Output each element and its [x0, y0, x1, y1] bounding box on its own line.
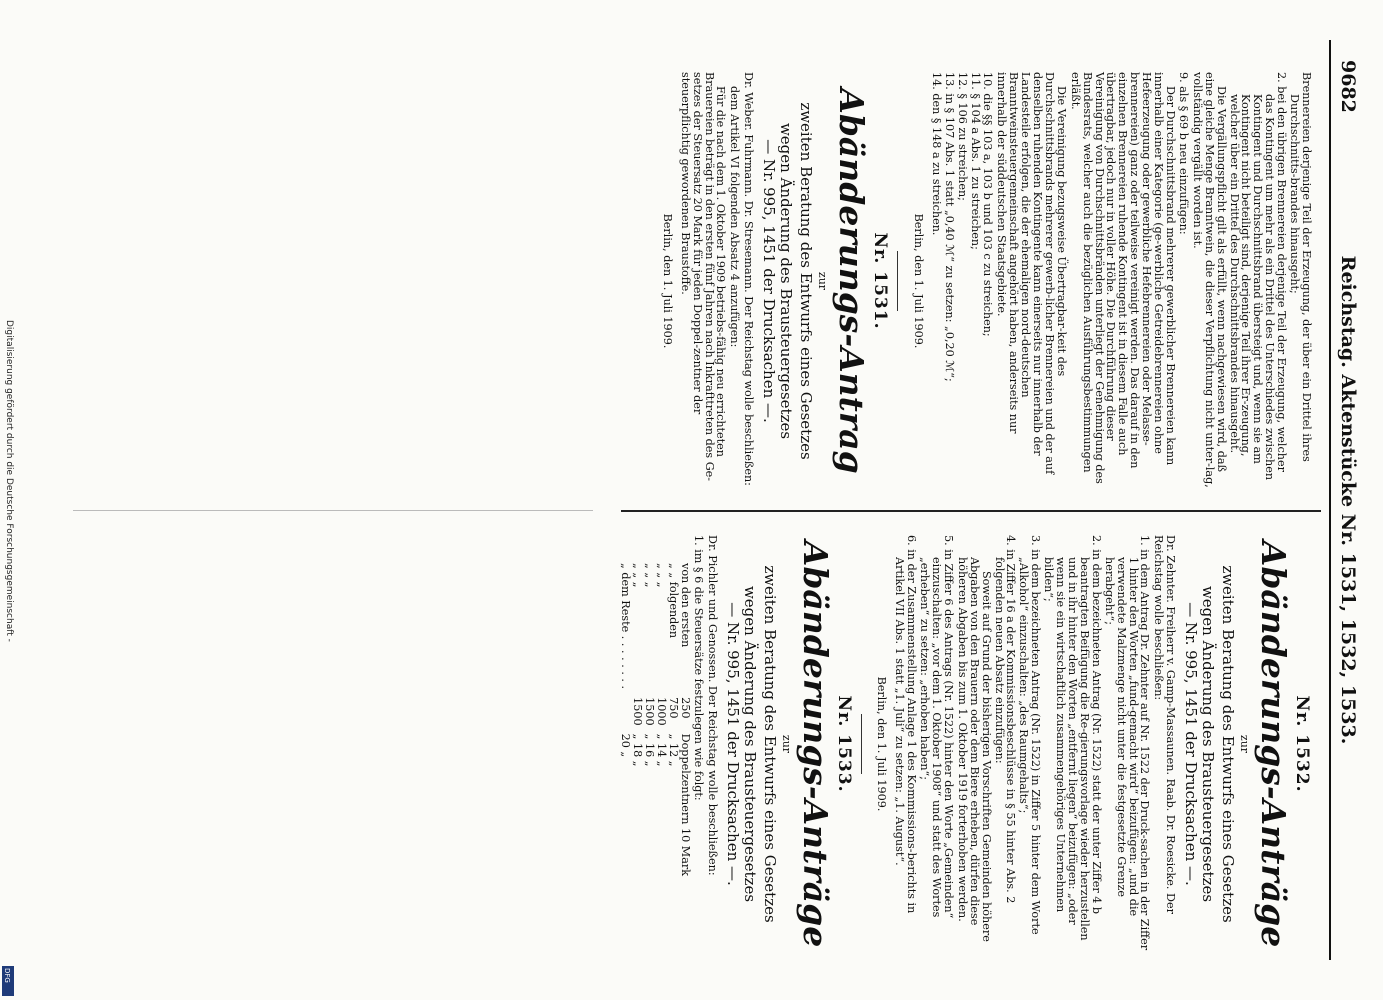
- page-header: [1329, 40, 1365, 960]
- digitization-credit: [2, 320, 16, 1000]
- paragraph: Brennereien derjenige Teil der Erzeugung, der über ein Drittel ihres Durchschnitts-brandes hinausgeht;: [1288, 72, 1313, 462]
- subtitle-line: wegen Änderung des Brausteuergesetzes: [777, 122, 796, 440]
- paragraph: Soweit auf Grund der bisherigen Vorschriften Gemeinden höhere Abgaben von den Brauern oder dem Biere erheben, dürfen diese höheren Abgaben bis zum 1. Oktober 1919 forterhoben werden.: [955, 557, 993, 942]
- list-item: 1. im § 6 die Steuersätze festzulegen wie folgt:: [691, 535, 705, 801]
- list-item: 11. § 104 a Abs. 1 zu streichen;: [968, 72, 982, 250]
- list-item: 2. in dem bezeichneten Antrag (Nr. 1522) statt der unter Ziffer 4 b beantragten Beifügung die Re-gierungsvorlage wieder herzustellen und in ihr hinter den Worten „entfernt liegen“ beizufügen: „oder wenn sie ein wirtschaftlich zusammengehöriges Unternehmen bilden“;: [1042, 535, 1103, 941]
- table-cell: 250: [678, 697, 692, 719]
- table-row: [667, 559, 679, 880]
- table-cell: 1000: [654, 697, 668, 726]
- paragraph: Für die nach dem 1. Oktober 1909 betriebs-fähig neu errichteten Brauereien beträgt in den ersten fünf Jahren nach Inkrafttreten des Ge-setzes der Steuersatz 20 Mark für jeden Doppel-zentner der steuerpflichtig gewordenen Braustoffe.: [678, 72, 728, 482]
- table-cell: [619, 693, 631, 729]
- paragraph: dem Artikel VI folgenden Absatz 4 anzufügen:: [728, 86, 742, 348]
- table-cell: 1500: [642, 697, 656, 726]
- table-row: [631, 559, 643, 880]
- table-cell: „ „ folgenden: [666, 563, 680, 639]
- signers: Dr. Pichler und Genossen. Der Reichstag wolle beschließen:: [705, 535, 719, 876]
- header-title: Reichstag. Aktenstücke Nr. 1531, 1532, 1533.: [1337, 255, 1359, 745]
- paragraph: Der Durchschnittsbrand mehrerer gewerblicher Brennereien kann innerhalb einer Kategorie (ge-werbliche Getreidebrennereien ohne Hefeerzeugung oder gewerbliche Hefebrennereien oder Melasse-brennereien) ganz oder teilweise vereinigt werden. Das darauf in den einzelnen Brennereien ruhende Kontingent ist in diesem Falle auch übertragbar, jedoch nur in voller Höhe. Die Durchführung dieser Vereinigung von Durchschnittsbränden unterliegt der Genehmigung des Bundesrats, welcher auch die bezüglichen Ausführungsbestimmungen erläßt.: [1068, 72, 1178, 484]
- tax-rate-table: [619, 559, 691, 880]
- table-cell: „ dem Reste . . . . . . . .: [618, 563, 632, 690]
- paragraph: Die Vereinigung bezugsweise Übertragbar-keit des Durchschnittsbrands mehrerer gewerb-licher Brennereien und der auf denselben ruhenden Kontingente kann einerseits nur innerhalb der Landesteile erfolgen, die der ehemaligen nord-deutschen Branntweinsteuergemeinschaft angehört haben, anderseits nur innerhalb der süddeutschen Staatsgebiete.: [995, 72, 1068, 475]
- list-item: 1. in dem Antrag Dr. Zehnter auf Nr. 1522 der Druck-sachen in der Ziffer 1 hinter den Worten „fund-gemacht wird“ beizufügen: „und die verwendete Malzmenge nicht unter die festgesetzte Grenze herabgeht“;: [1102, 535, 1152, 951]
- item-9-title: 9. als § 69 b neu einzufügen:: [1176, 72, 1190, 235]
- document-reference: — Nr. 995, 1451 der Drucksachen —.: [760, 139, 779, 423]
- subtitle-line: zweiten Beratung des Entwurfs eines Gesetzes: [1219, 565, 1238, 923]
- table-cell: „ 14 „: [654, 733, 668, 767]
- table-cell: von den ersten: [678, 563, 692, 648]
- column-divider-lower: [73, 510, 593, 511]
- section-number: Nr. 1532.: [1292, 695, 1312, 793]
- table-cell: 20 „: [618, 733, 632, 758]
- paragraph: 2. bei den übrigen Brennereien derjenige Teil der Erzeugung, welcher das Kontingent um mehr als ein Drittel des Unterschiedes zwischen Kontingent und Durchschnittsbrand übersteigt und, wenn sie am Kontingent nicht beteiligt sind, derjenige Teil ihrer Er-zeugung, welcher über ein Drittel des Durchschnittsbrandes hinausgeht.: [1227, 72, 1289, 481]
- document-reference: — Nr. 995, 1451 der Drucksachen —.: [1182, 602, 1201, 886]
- list-item: 6. in der Zusammenstellung Anlage 1 des Kommissions-berichts in Artikel VII Abs. 1 statt „1. Juli“ zu setzen: „1. August“.: [893, 535, 919, 914]
- table-cell: „ 12 „: [666, 733, 680, 767]
- list-item: 4. in Ziffer 16 a der Kommissionsbeschlüsse in § 55 hinter Abs. 2 folgenden neuen Absatz einzufügen:: [992, 535, 1018, 904]
- subtitle-line: zweiten Beratung des Entwurfs eines Gesetzes: [760, 565, 779, 923]
- paragraph: Die Vergällungspflicht gilt als erfüllt, wenn nachgewiesen wird, daß eine gleiche Menge Branntwein, die dieser Verpflichtung nicht unter-lag, vollständig vergällt worden ist.: [1190, 72, 1228, 488]
- list-item: 10. die §§ 103 a, 103 b und 103 c zu streichen;: [981, 72, 995, 337]
- credit-text: Digitalisierung gefördert durch die Deutsche Forschungsgemeinschaft -: [4, 320, 14, 642]
- section-rule: [861, 714, 862, 774]
- right-column: [619, 535, 1313, 953]
- date-line: Berlin, den 1. Juli 1909.: [911, 213, 925, 349]
- subtitle-line: wegen Änderung des Brausteuergesetzes: [740, 585, 759, 903]
- page-number: 9682: [1337, 60, 1359, 113]
- table-cell: „ „ „: [630, 563, 644, 588]
- date-line: Berlin, den 1. Juli 1909.: [660, 213, 674, 349]
- table-cell: 1500: [630, 697, 644, 726]
- zur-label: zur: [779, 734, 793, 754]
- subtitle-line: zweiten Beratung des Entwurfs eines Gesetzes: [797, 102, 816, 460]
- section-title: Abänderungs-Anträge: [1254, 540, 1294, 948]
- table-cell: Doppelzentnern 10 Mark: [678, 733, 692, 877]
- table-cell: „ 18 „: [630, 733, 644, 767]
- section-title: Abänderungs-Antrag: [832, 88, 872, 474]
- section-title: Abänderungs-Anträge: [795, 540, 835, 948]
- signers: Dr. Weber. Fuhrmann. Dr. Stresemann. Der Reichstag wolle beschließen:: [742, 72, 756, 486]
- zur-label: zur: [1238, 734, 1252, 754]
- section-number: Nr. 1531.: [870, 232, 890, 330]
- column-divider: [621, 510, 1321, 512]
- document-reference: — Nr. 995, 1451 der Drucksachen —.: [723, 602, 742, 886]
- list-item: 14. den § 148 a zu streichen.: [929, 72, 943, 236]
- table-row: [643, 559, 655, 880]
- subtitle-line: wegen Änderung des Brausteuergesetzes: [1199, 585, 1218, 903]
- signers: Dr. Zehnter. Freiherr v. Gamp-Massaunen. Raab. Dr. Roesicke. Der Reichstag wolle beschließen:: [1152, 535, 1178, 914]
- dfg-logo-label: DFG: [3, 968, 11, 983]
- table-row: [679, 559, 691, 880]
- table-row: [655, 559, 667, 880]
- date-line: Berlin, den 1. Juli 1909.: [875, 676, 889, 812]
- list-item: 12. § 106 zu streichen;: [955, 72, 969, 201]
- table-cell: 750: [666, 697, 680, 719]
- table-cell: „ „ „: [654, 563, 668, 588]
- list-item: 3. in dem bezeichneten Antrag (Nr. 1522) in Ziffer 5 hinter dem Worte „Alkohol“ einzuschalten: „des Raumgehalts“;: [1017, 535, 1043, 935]
- table-cell: „ 16 „: [642, 733, 656, 767]
- list-item: 13. in § 107 Abs. 1 statt „0,40 ℳ“ zu setzen: „0,20 ℳ“;: [942, 72, 956, 382]
- section-number: Nr. 1533.: [833, 695, 854, 793]
- table-row: [619, 559, 631, 880]
- table-cell: „ „ „: [642, 563, 656, 588]
- section-rule: [897, 251, 898, 311]
- left-column: [659, 72, 1313, 490]
- list-item: 5. in Ziffer 6 des Antrags (Nr. 1522) hinter den Worte „Gemeinden“ einzuschalten: „vor dem 1. Oktober 1908“ und statt des Wortes „erheben“ zu setzen: „erhoben haben“;: [918, 535, 955, 919]
- dfg-logo: [2, 966, 14, 996]
- zur-label: zur: [816, 271, 830, 291]
